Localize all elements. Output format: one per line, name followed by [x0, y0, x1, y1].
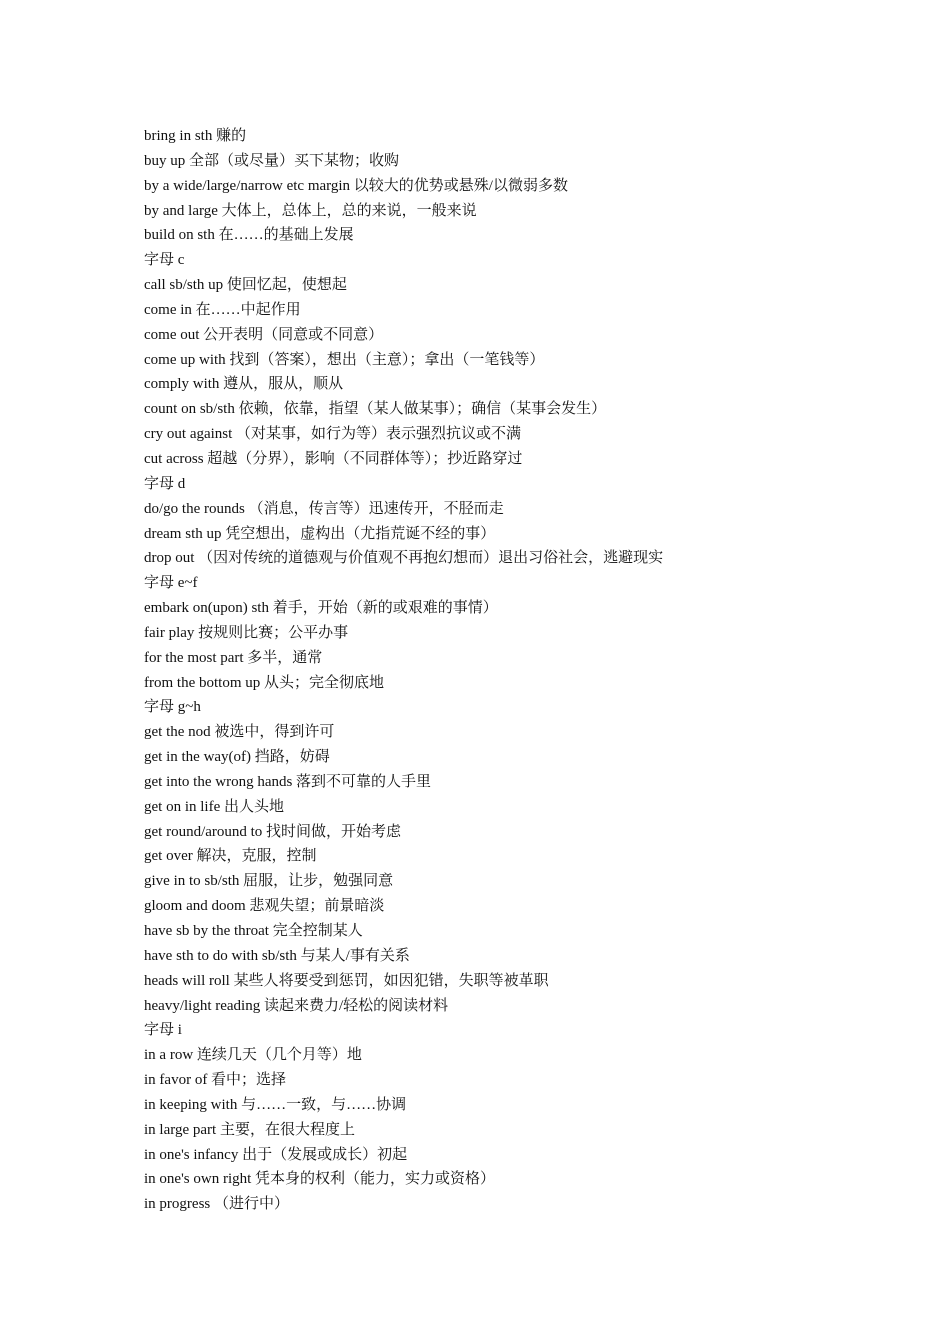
phrase-line: in large part 主要，在很大程度上 [144, 1121, 355, 1138]
phrase-line: dream sth up 凭空想出，虚构出（尤指荒诞不经的事） [144, 525, 496, 542]
section-heading: 字母 g~h [144, 699, 201, 716]
phrase-line: drop out （因对传统的道德观与价值观不再抱幻想而）退出习俗社会，逃避现实 [144, 550, 664, 567]
phrase-line: in favor of 看中；选择 [144, 1072, 287, 1089]
phrase-line: from the bottom up 从头；完全彻底地 [144, 674, 384, 691]
phrase-line: get in the way(of) 挡路，妨碍 [144, 749, 330, 766]
phrase-line: do/go the rounds （消息，传言等）迅速传开，不胫而走 [144, 500, 504, 517]
phrase-line: come out 公开表明（同意或不同意） [144, 326, 384, 343]
phrase-line: in one's infancy 出于（发展或成长）初起 [144, 1146, 408, 1163]
phrase-line: call sb/sth up 使回忆起，使想起 [144, 277, 347, 294]
phrase-line: in progress （进行中） [144, 1196, 289, 1213]
phrase-line: by and large 大体上，总体上，总的来说，一般来说 [144, 202, 477, 219]
section-heading: 字母 e~f [144, 575, 198, 592]
phrase-list [144, 124, 904, 1217]
phrase-line: get into the wrong hands 落到不可靠的人手里 [144, 773, 432, 790]
phrase-line: give in to sb/sth 屈服，让步，勉强同意 [144, 873, 394, 890]
phrase-line: cry out against （对某事，如行为等）表示强烈抗议或不满 [144, 426, 522, 443]
phrase-line: get the nod 被选中，得到许可 [144, 724, 335, 741]
phrase-line: get on in life 出人头地 [144, 798, 284, 815]
phrase-line: in one's own right 凭本身的权利（能力，实力或资格） [144, 1171, 496, 1188]
phrase-line: fair play 按规则比赛；公平办事 [144, 624, 349, 641]
phrase-line: gloom and doom 悲观失望；前景暗淡 [144, 898, 385, 915]
phrase-line: build on sth 在……的基础上发展 [144, 227, 354, 244]
phrase-line: in keeping with 与……一致，与……协调 [144, 1096, 407, 1113]
phrase-line: have sth to do with sb/sth 与某人/事有关系 [144, 947, 410, 964]
phrase-line: count on sb/sth 依赖，依靠，指望（某人做某事）；确信（某事会发生） [144, 401, 607, 418]
phrase-line: buy up 全部（或尽量）买下某物；收购 [144, 152, 400, 169]
phrase-line: cut across 超越（分界），影响（不同群体等）；抄近路穿过 [144, 450, 523, 467]
section-heading: 字母 c [144, 252, 185, 269]
section-heading: 字母 d [144, 475, 186, 492]
phrase-line: bring in sth 赚的 [144, 128, 247, 144]
phrase-line: heavy/light reading 读起来费力/轻松的阅读材料 [144, 997, 449, 1014]
phrase-line: get over 解决，克服，控制 [144, 848, 317, 865]
phrase-line: heads will roll 某些人将要受到惩罚，如因犯错，失职等被革职 [144, 972, 549, 989]
phrase-line: have sb by the throat 完全控制某人 [144, 923, 363, 939]
phrase-line: in a row 连续几天（几个月等）地 [144, 1047, 362, 1064]
phrase-line: for the most part 多半，通常 [144, 649, 323, 666]
phrase-line: embark on(upon) sth 着手，开始（新的或艰难的事情） [144, 600, 498, 617]
phrase-line: by a wide/large/narrow etc margin 以较大的优势或悬殊/以微弱多数 [144, 177, 568, 194]
section-heading: 字母 i [144, 1022, 182, 1039]
phrase-line: comply with 遵从，服从，顺从 [144, 376, 344, 393]
phrase-line: come in 在……中起作用 [144, 301, 301, 318]
phrase-line: come up with 找到（答案），想出（主意）；拿出（一笔钱等） [144, 351, 545, 368]
phrase-line: get round/around to 找时间做，开始考虑 [144, 823, 402, 840]
